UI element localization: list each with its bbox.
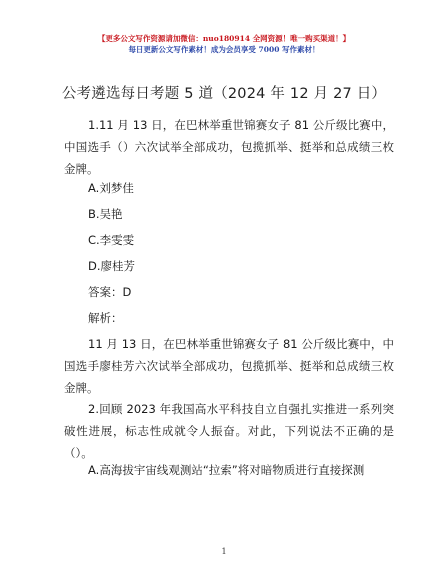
page-title: 公考遴选每日考题 5 道（2024 年 12 月 27 日） [61, 86, 387, 102]
question-1-option-a: A.刘梦佳 [88, 181, 134, 195]
question-1-analysis: 11 月 13 日，在巴林举重世锦赛女子 81 公斤级比赛中，中国选手廖桂芳六次试举全部成功，包揽抓举、挺举和总成绩三枚金牌。 [64, 337, 394, 395]
question-1-option-c: C.李雯雯 [88, 233, 135, 247]
question-1-stem: 1.11 月 13 日，在巴林举重世锦赛女子 81 公斤级比赛中，中国选手（）六次试举全部成功，包揽抓举、挺举和总成绩三枚金牌。 [64, 118, 394, 176]
promo-banner-line-2: 每日更新公文写作素材！成为会员享受 7000 写作素材！ [128, 45, 320, 54]
question-1-analysis-label: 解析： [88, 311, 123, 325]
question-1-option-d: D.廖桂芳 [88, 259, 136, 273]
promo-banner-line-1: 【更多公文写作资源请加微信：nuo180914 全网资源！唯一购买渠道！】 [97, 34, 351, 43]
question-2-stem: 2.回顾 2023 年我国高水平科技自立自强扎实推进一系列突破性进展，标志性成就令人振奋。对此，下列说法不正确的是（）。 [64, 402, 394, 460]
page-number: 1 [221, 547, 227, 556]
question-1-answer: 答案：D [88, 285, 132, 299]
question-1-option-b: B.吴艳 [88, 207, 123, 221]
question-2-option-a: A.高海拔宇宙线观测站“拉索”将对暗物质进行直接探测 [88, 463, 365, 477]
